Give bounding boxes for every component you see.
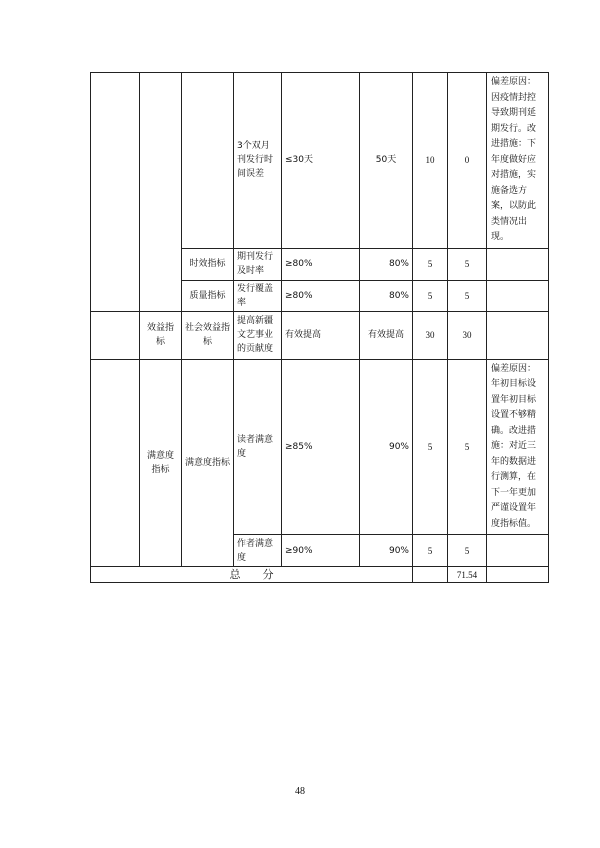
indicator-name: 提高新疆文艺事业的贡献度 <box>234 311 282 359</box>
weight-value: 30 <box>413 311 448 359</box>
subcategory-cell-empty <box>140 73 182 312</box>
indicator-name: 读者满意度 <box>234 359 282 535</box>
category-cell-empty <box>91 311 140 359</box>
subcategory-label: 时效指标 <box>182 248 234 280</box>
total-label: 总 分 <box>91 567 413 583</box>
total-row <box>91 567 549 583</box>
deviation-note <box>487 248 549 280</box>
category-cell-empty <box>91 359 140 567</box>
total-weight-empty <box>413 567 448 583</box>
deviation-note <box>487 280 549 311</box>
page-number: 48 <box>295 786 305 797</box>
target-value: ≥80% <box>282 280 360 311</box>
subcategory-label: 质量指标 <box>182 280 234 311</box>
target-value: ≤30天 <box>282 73 360 249</box>
indicator-cell-empty <box>182 73 234 249</box>
deviation-note <box>487 311 549 359</box>
weight-value: 5 <box>413 280 448 311</box>
actual-value: 80% <box>360 248 413 280</box>
actual-value: 90% <box>360 535 413 567</box>
target-value: ≥85% <box>282 359 360 535</box>
weight-value: 5 <box>413 359 448 535</box>
deviation-note: 偏差原因：年初目标设置年初目标设置不够精确。改进措施：对近三年的数据进行测算，在下一年更加严谨设置年度指标值。 <box>487 359 549 535</box>
table-row <box>91 359 549 535</box>
performance-indicator-table <box>90 72 549 583</box>
total-score: 71.54 <box>448 567 487 583</box>
score-value: 5 <box>448 359 487 535</box>
table-row <box>91 73 549 249</box>
target-value: ≥90% <box>282 535 360 567</box>
weight-value: 10 <box>413 73 448 249</box>
score-value: 5 <box>448 280 487 311</box>
score-value: 5 <box>448 535 487 567</box>
score-value: 30 <box>448 311 487 359</box>
indicator-name: 期刊发行及时率 <box>234 248 282 280</box>
actual-value: 80% <box>360 280 413 311</box>
deviation-note <box>487 535 549 567</box>
total-note-empty <box>487 567 549 583</box>
target-value: ≥80% <box>282 248 360 280</box>
weight-value: 5 <box>413 248 448 280</box>
category-label: 满意度指标 <box>140 359 182 567</box>
indicator-name: 发行覆盖率 <box>234 280 282 311</box>
subcategory-label: 满意度指标 <box>182 359 234 567</box>
indicator-name: 作者满意度 <box>234 535 282 567</box>
score-value: 0 <box>448 73 487 249</box>
actual-value: 50天 <box>360 73 413 249</box>
score-value: 5 <box>448 248 487 280</box>
actual-value: 有效提高 <box>360 311 413 359</box>
indicator-name: 3个双月刊发行时间误差 <box>234 73 282 249</box>
target-value: 有效提高 <box>282 311 360 359</box>
weight-value: 5 <box>413 535 448 567</box>
actual-value: 90% <box>360 359 413 535</box>
category-cell-empty <box>91 73 140 312</box>
category-label: 效益指标 <box>140 311 182 359</box>
subcategory-label: 社会效益指标 <box>182 311 234 359</box>
table-row <box>91 311 549 359</box>
deviation-note: 偏差原因：因疫情封控导致期刊延期发行。改进措施：下年度做好应对措施，实施备选方案，以防此类情况出现。 <box>487 73 549 249</box>
